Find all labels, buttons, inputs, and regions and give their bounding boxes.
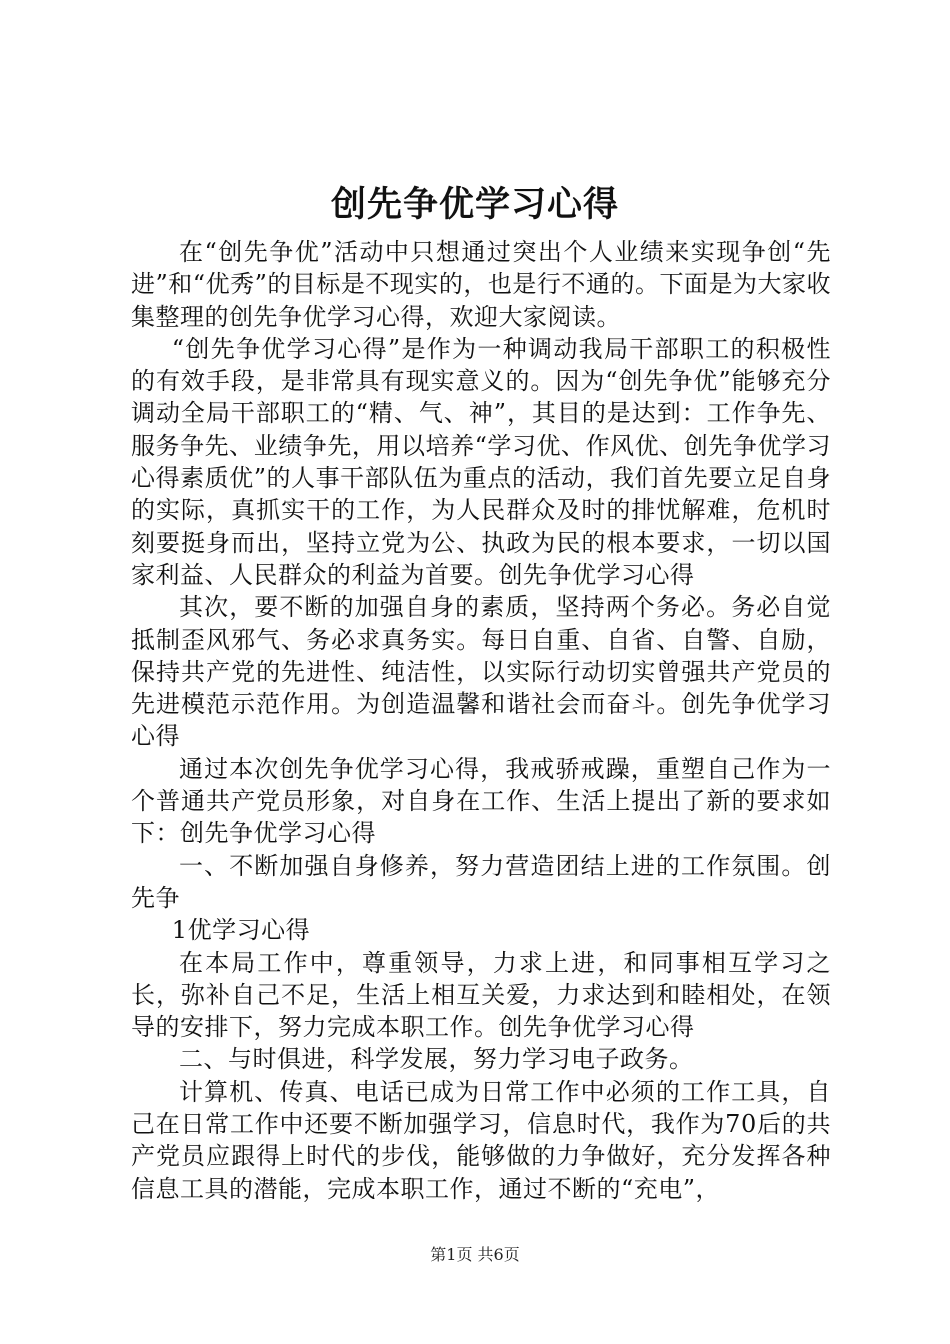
paragraph-fragment: 1优学习心得 (171, 916, 311, 945)
document-body (131, 236, 831, 1205)
document-title: 创先争优学习心得 (330, 184, 619, 225)
paragraph-point-one: 一、不断加强自身修养，努力营造团结上进的工作氛围。创先争 (131, 851, 831, 912)
paragraph-requirements: 通过本次创先争优学习心得，我戒骄戒躁，重塑自己作为一个普通共产党员形象，对自身在工作、生活上提出了新的要求如下：创先争优学习心得 (131, 754, 831, 848)
paragraph-significance: “创先争优学习心得”是作为一种调动我局干部职工的积极性的有效手段，是非常具有现实意义的。因为“创先争优”能够充分调动全局干部职工的“精、气、神”，其目的是达到：工作争先、服务争先、业绩争先，用以培养“学习优、作风优、创先争优学习心得素质优”的人事干部队伍为重点的活动，我们首先要立足自身的实际，真抓实干的工作，为人民群众及时的排忧解难，危机时刻要挺身而出，坚持立党为公、执政为民的根本要求，一切以国家利益、人民群众的利益为首要。创先争优学习心得 (131, 334, 831, 589)
paragraph-point-two: 二、与时俱进，科学发展，努力学习电子政务。 (179, 1045, 694, 1074)
paragraph-workplace: 在本局工作中，尊重领导，力求上进，和同事相互学习之长，弥补自己不足，生活上相互关爱，力求达到和睦相处，在领导的安排下，努力完成本职工作。创先争优学习心得 (131, 948, 831, 1042)
paragraph-intro: 在“创先争优”活动中只想通过突出个人业绩来实现争创“先进”和“优秀”的目标是不现实的，也是行不通的。下面是为大家收集整理的创先争优学习心得，欢迎大家阅读。 (131, 238, 831, 331)
paragraph-computers: 计算机、传真、电话已成为日常工作中必须的工作工具，自己在日常工作中还要不断加强学习，信息时代，我作为70后的共产党员应跟得上时代的步伐，能够做的力争做好，充分发挥各种信息工具的潜能，完成本职工作，通过不断的“充电”， (131, 1077, 831, 1203)
page-number-footer: 第1页 共6页 (430, 1245, 520, 1264)
paragraph-secondly: 其次，要不断的加强自身的素质，坚持两个务必。务必自觉抵制歪风邪气、务必求真务实。每日自重、自省、自警、自励，保持共产党的先进性、纯洁性，以实际行动切实曾强共产党员的先进模范示范作用。为创造温馨和谐社会而奋斗。创先争优学习心得 (131, 593, 831, 751)
